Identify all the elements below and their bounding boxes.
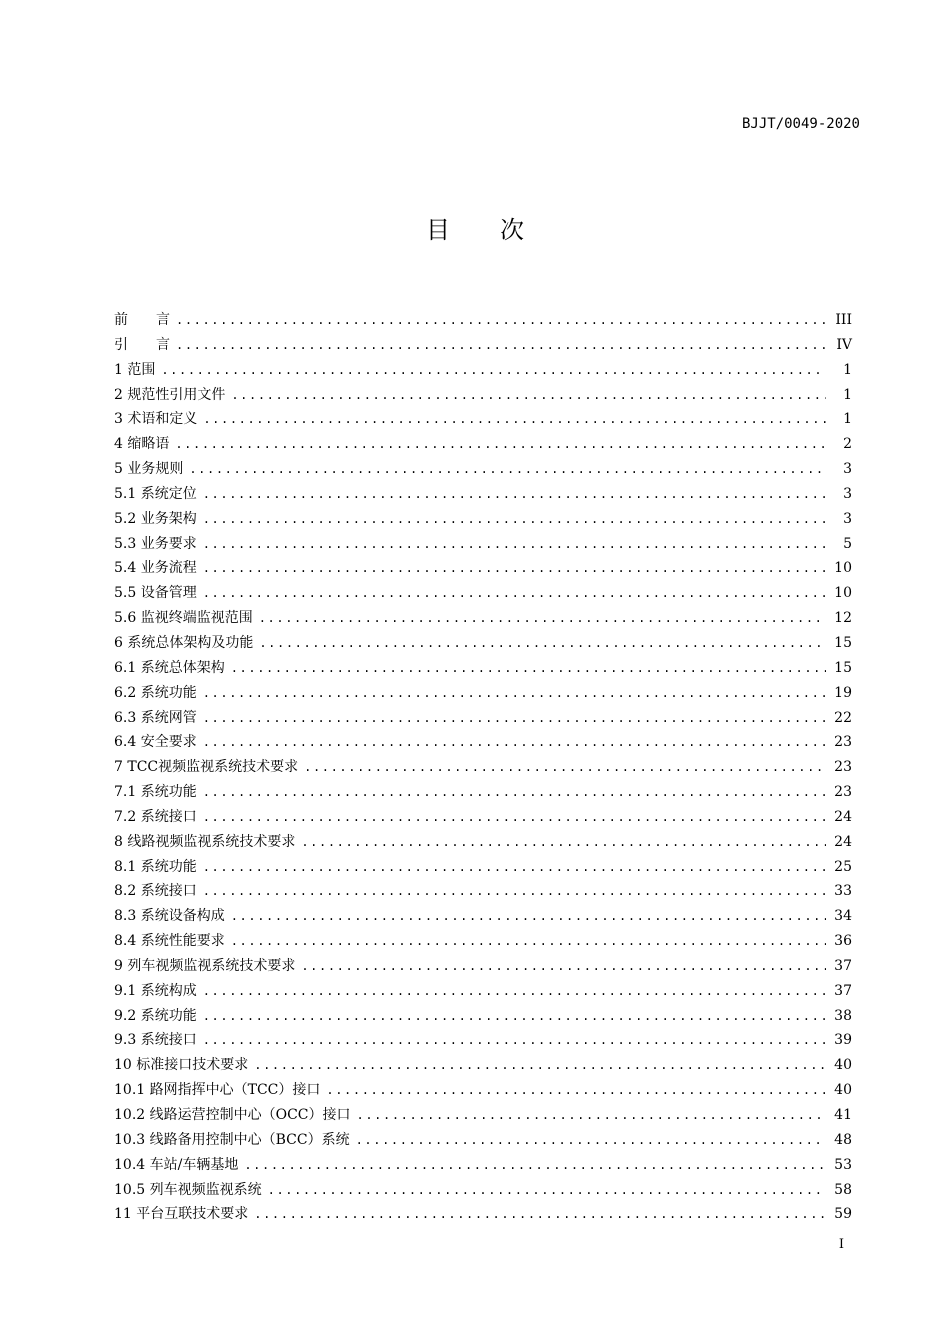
toc-entry[interactable] [114, 755, 852, 780]
toc-entry-label: 5.5 设备管理 [114, 585, 197, 602]
toc-entry[interactable] [114, 1103, 852, 1128]
toc-entry-page: 3 [843, 461, 852, 478]
toc-entry-page: 24 [834, 808, 852, 825]
toc-dot-leader [203, 855, 826, 880]
toc-entry-label: 10 标准接口技术要求 [114, 1057, 249, 1074]
toc-entry-page: 23 [834, 784, 852, 801]
toc-entry-label: 3 术语和定义 [114, 411, 198, 428]
toc-entry[interactable] [114, 308, 852, 333]
toc-entry-label: 1 范围 [114, 361, 156, 378]
toc-entry-label: 6.1 系统总体架构 [114, 659, 225, 676]
toc-entry[interactable] [114, 457, 852, 482]
toc-entry[interactable] [114, 1202, 852, 1227]
toc-entry-label: 9.3 系统接口 [114, 1032, 197, 1049]
toc-entry[interactable] [114, 1004, 852, 1029]
toc-entry-page: 34 [834, 908, 852, 925]
toc-entry-label: 9 列车视频监视系统技术要求 [114, 957, 296, 974]
toc-entry[interactable] [114, 830, 852, 855]
toc-dot-leader [203, 482, 826, 507]
toc-entry-label: 9.1 系统构成 [114, 982, 197, 999]
toc-entry-label: 8.3 系统设备构成 [114, 908, 225, 925]
toc-entry-page: 15 [834, 634, 852, 651]
footer-page-number: I [838, 1237, 844, 1252]
toc-dot-leader [203, 979, 826, 1004]
toc-entry-page: 15 [834, 659, 852, 676]
toc-entry[interactable] [114, 581, 852, 606]
toc-dot-leader [254, 1202, 826, 1227]
toc-entry[interactable] [114, 656, 852, 681]
toc-entry-page: 10 [834, 560, 852, 577]
toc-dot-leader [244, 1153, 826, 1178]
toc-entry-page: 36 [834, 933, 852, 950]
toc-entry-page: 40 [834, 1057, 852, 1074]
toc-entry-page: 33 [834, 883, 852, 900]
toc-entry-label: 引 言 [114, 336, 170, 353]
toc-dot-leader [203, 730, 826, 755]
toc-entry-label: 10.1 路网指挥中心（TCC）接口 [114, 1082, 321, 1099]
toc-entry-page: 1 [843, 411, 852, 428]
toc-dot-leader [203, 407, 826, 432]
toc-entry[interactable] [114, 954, 852, 979]
toc-entry[interactable] [114, 1028, 852, 1053]
toc-dot-leader [175, 432, 826, 457]
toc-entry[interactable] [114, 706, 852, 731]
toc-entry-label: 6 系统总体架构及功能 [114, 634, 254, 651]
toc-entry-label: 11 平台互联技术要求 [114, 1206, 249, 1223]
toc-entry[interactable] [114, 532, 852, 557]
toc-entry[interactable] [114, 855, 852, 880]
toc-dot-leader [203, 805, 826, 830]
toc-entry-label: 5.6 监视终端监视范围 [114, 610, 253, 627]
toc-entry-page: 58 [834, 1181, 852, 1198]
toc-dot-leader [203, 681, 826, 706]
toc-entry-label: 6.2 系统功能 [114, 684, 197, 701]
toc-entry[interactable] [114, 979, 852, 1004]
toc-entry-label: 5.3 业务要求 [114, 535, 197, 552]
toc-entry[interactable] [114, 730, 852, 755]
toc-dot-leader [203, 581, 826, 606]
toc-entry-label: 10.2 线路运营控制中心（OCC）接口 [114, 1107, 351, 1123]
toc-entry[interactable] [114, 556, 852, 581]
toc-dot-leader [203, 556, 826, 581]
toc-dot-leader [231, 656, 826, 681]
toc-dot-leader [176, 308, 826, 333]
toc-entry-page: 38 [834, 1007, 852, 1024]
toc-entry-page: 59 [834, 1206, 852, 1223]
toc-entry-label: 10.4 车站/车辆基地 [114, 1156, 239, 1173]
toc-dot-leader [203, 780, 826, 805]
toc-dot-leader [231, 383, 826, 408]
toc-dot-leader [357, 1103, 826, 1128]
toc-entry-page: 12 [834, 610, 852, 627]
toc-dot-leader [356, 1128, 826, 1153]
toc-entry-page: 3 [843, 510, 852, 527]
toc-entry-label: 7.2 系统接口 [114, 808, 197, 825]
toc-entry-label: 前 言 [114, 312, 170, 328]
toc-entry-page: 23 [834, 759, 852, 776]
toc-entry-label: 8 线路视频监视系统技术要求 [114, 833, 296, 850]
toc-entry[interactable] [114, 333, 852, 358]
toc-entry[interactable] [114, 1078, 852, 1103]
toc-dot-leader [161, 358, 826, 383]
toc-entry-label: 5 业务规则 [114, 461, 184, 478]
toc-entry-page: 39 [834, 1032, 852, 1049]
toc-entry-page: 37 [834, 957, 852, 974]
toc-entry-label: 8.1 系统功能 [114, 858, 197, 875]
toc-dot-leader [203, 879, 826, 904]
toc-entry-page: 37 [834, 982, 852, 999]
toc-entry-label: 9.2 系统功能 [114, 1007, 197, 1024]
toc-entry[interactable] [114, 904, 852, 929]
toc-entry-page: 22 [834, 709, 852, 726]
toc-entry[interactable] [114, 681, 852, 706]
toc-dot-leader [203, 706, 826, 731]
toc-entry-label: 5.4 业务流程 [114, 560, 197, 577]
toc-entry-page: 3 [843, 485, 852, 502]
toc-dot-leader [259, 606, 826, 631]
toc-entry-page: IV [836, 336, 852, 353]
toc-dot-leader [189, 457, 826, 482]
toc-entry-label: 10.3 线路备用控制中心（BCC）系统 [114, 1131, 350, 1148]
toc-entry[interactable] [114, 1178, 852, 1203]
toc-entry[interactable] [114, 1153, 852, 1178]
toc-entry-page: 23 [834, 734, 852, 751]
toc-dot-leader [203, 1028, 826, 1053]
toc-dot-leader [326, 1078, 826, 1103]
toc-dot-leader [203, 1004, 826, 1029]
toc-entry-page: 2 [843, 436, 852, 453]
toc-entry[interactable] [114, 358, 852, 383]
toc-dot-leader [176, 333, 826, 358]
toc-entry-label: 8.4 系统性能要求 [114, 933, 225, 950]
table-of-contents [114, 308, 852, 1227]
toc-entry[interactable] [114, 780, 852, 805]
toc-entry-page: 1 [843, 386, 852, 403]
toc-entry-page: III [835, 312, 852, 328]
toc-dot-leader [231, 904, 826, 929]
toc-entry-label: 7 TCC视频监视系统技术要求 [114, 759, 299, 776]
toc-entry[interactable] [114, 383, 852, 408]
toc-entry-page: 10 [834, 585, 852, 602]
toc-dot-leader [203, 507, 826, 532]
toc-entry-label: 4 缩略语 [114, 436, 170, 453]
toc-dot-leader [231, 929, 826, 954]
toc-entry-page: 40 [834, 1082, 852, 1099]
toc-entry[interactable] [114, 432, 852, 457]
toc-dot-leader [254, 1053, 826, 1078]
toc-entry-page: 41 [834, 1107, 852, 1123]
toc-entry[interactable] [114, 1053, 852, 1078]
toc-entry[interactable] [114, 507, 852, 532]
toc-entry-page: 48 [834, 1131, 852, 1148]
toc-entry-page: 53 [834, 1156, 852, 1173]
toc-entry-label: 7.1 系统功能 [114, 784, 197, 801]
toc-entry-page: 24 [834, 833, 852, 850]
toc-entry-label: 6.3 系统网管 [114, 709, 197, 726]
toc-entry[interactable] [114, 631, 852, 656]
toc-entry-label: 5.2 业务架构 [114, 510, 197, 527]
toc-entry-label: 6.4 安全要求 [114, 734, 197, 751]
document-code: BJJT/0049-2020 [741, 116, 860, 132]
toc-entry-label: 2 规范性引用文件 [114, 386, 226, 403]
toc-entry[interactable] [114, 1128, 852, 1153]
toc-entry-label: 8.2 系统接口 [114, 883, 197, 900]
toc-entry[interactable] [114, 929, 852, 954]
toc-entry[interactable] [114, 482, 852, 507]
toc-dot-leader [203, 532, 826, 557]
toc-entry-label: 10.5 列车视频监视系统 [114, 1181, 262, 1198]
toc-entry-page: 19 [834, 684, 852, 701]
toc-entry-label: 5.1 系统定位 [114, 485, 197, 502]
toc-dot-leader [259, 631, 826, 656]
page-title: 目次 [426, 216, 574, 244]
toc-dot-leader [301, 954, 826, 979]
toc-entry-page: 5 [843, 535, 852, 552]
toc-entry-page: 1 [843, 361, 852, 378]
toc-entry[interactable] [114, 407, 852, 432]
toc-entry-page: 25 [834, 858, 852, 875]
toc-dot-leader [301, 830, 826, 855]
toc-dot-leader [268, 1178, 826, 1203]
toc-entry[interactable] [114, 606, 852, 631]
toc-entry[interactable] [114, 805, 852, 830]
toc-dot-leader [304, 755, 826, 780]
toc-entry[interactable] [114, 879, 852, 904]
